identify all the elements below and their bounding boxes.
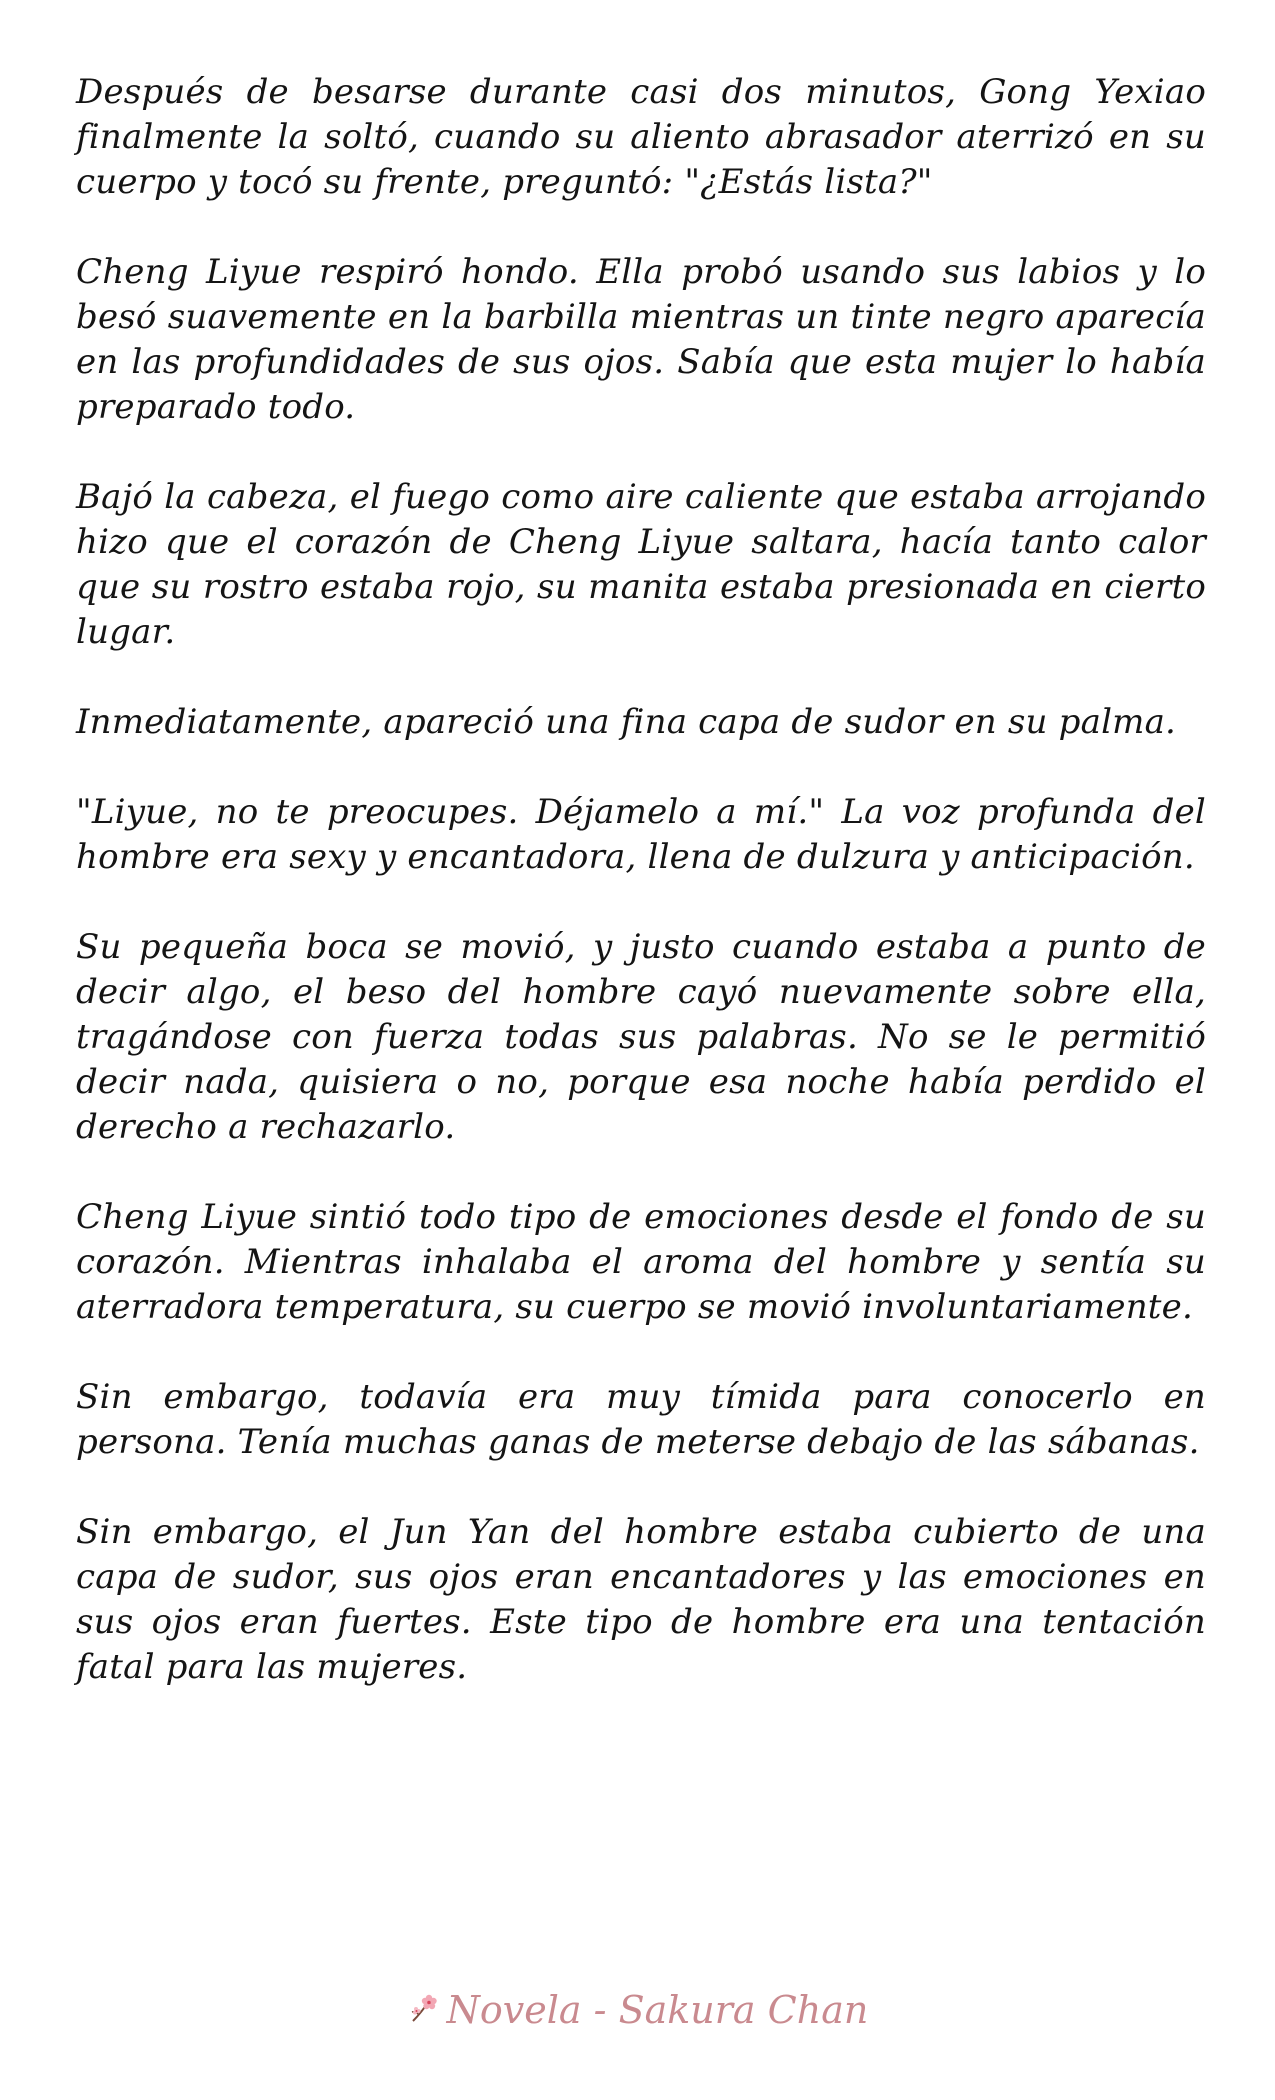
paragraph-6: Su pequeña boca se movió, y justo cuando estaba a punto de decir algo, el beso del hombre cayó nuevamente sobre ella, tragándose con fuerza todas sus palabras. No se le permitió decir nada, quisiera o no, porque esa noche había perdido el derecho a rechazarlo. bbox=[76, 927, 1206, 1147]
paragraph-5: "Liyue, no te preocupes. Déjamelo a mí." La voz profunda del hombre era sexy y encantadora, llena de dulzura y anticipación. bbox=[76, 792, 1206, 877]
paragraph-3: Bajó la cabeza, el fuego como aire caliente que estaba arrojando hizo que el corazón de Cheng Liyue saltara, hacía tanto calor que su rostro estaba rojo, su manita estaba presionada en cierto lugar. bbox=[76, 477, 1206, 652]
paragraph-2: Cheng Liyue respiró hondo. Ella probó usando sus labios y lo besó suavemente en la barbilla mientras un tinte negro aparecía en las profundidades de sus ojos. Sabía que esta mujer lo había preparado todo. bbox=[76, 252, 1206, 427]
paragraph-8: Sin embargo, todavía era muy tímida para conocerlo en persona. Tenía muchas ganas de meterse debajo de las sábanas. bbox=[76, 1377, 1206, 1462]
paragraph-9: Sin embargo, el Jun Yan del hombre estaba cubierto de una capa de sudor, sus ojos eran encantadores y las emociones en sus ojos eran fuertes. Este tipo de hombre era una tentación fatal para las mujeres. bbox=[76, 1512, 1206, 1687]
footer-text: Novela - Sakura Chan bbox=[446, 1988, 869, 2032]
paragraph-4: Inmediatamente, apareció una fina capa de sudor en su palma. bbox=[76, 702, 1177, 742]
paragraph-1: Después de besarse durante casi dos minutos, Gong Yexiao finalmente la soltó, cuando su aliento abrasador aterrizó en su cuerpo y tocó su frente, preguntó: "¿Estás lista?" bbox=[76, 72, 1206, 202]
story-text bbox=[76, 70, 1206, 1735]
paragraph-7: Cheng Liyue sintió todo tipo de emociones desde el fondo de su corazón. Mientras inhalaba el aroma del hombre y sentía su aterradora temperatura, su cuerpo se movió involuntariamente. bbox=[76, 1197, 1206, 1327]
footer-watermark bbox=[0, 1985, 1275, 2035]
sakura-flower-icon bbox=[407, 1987, 441, 2021]
